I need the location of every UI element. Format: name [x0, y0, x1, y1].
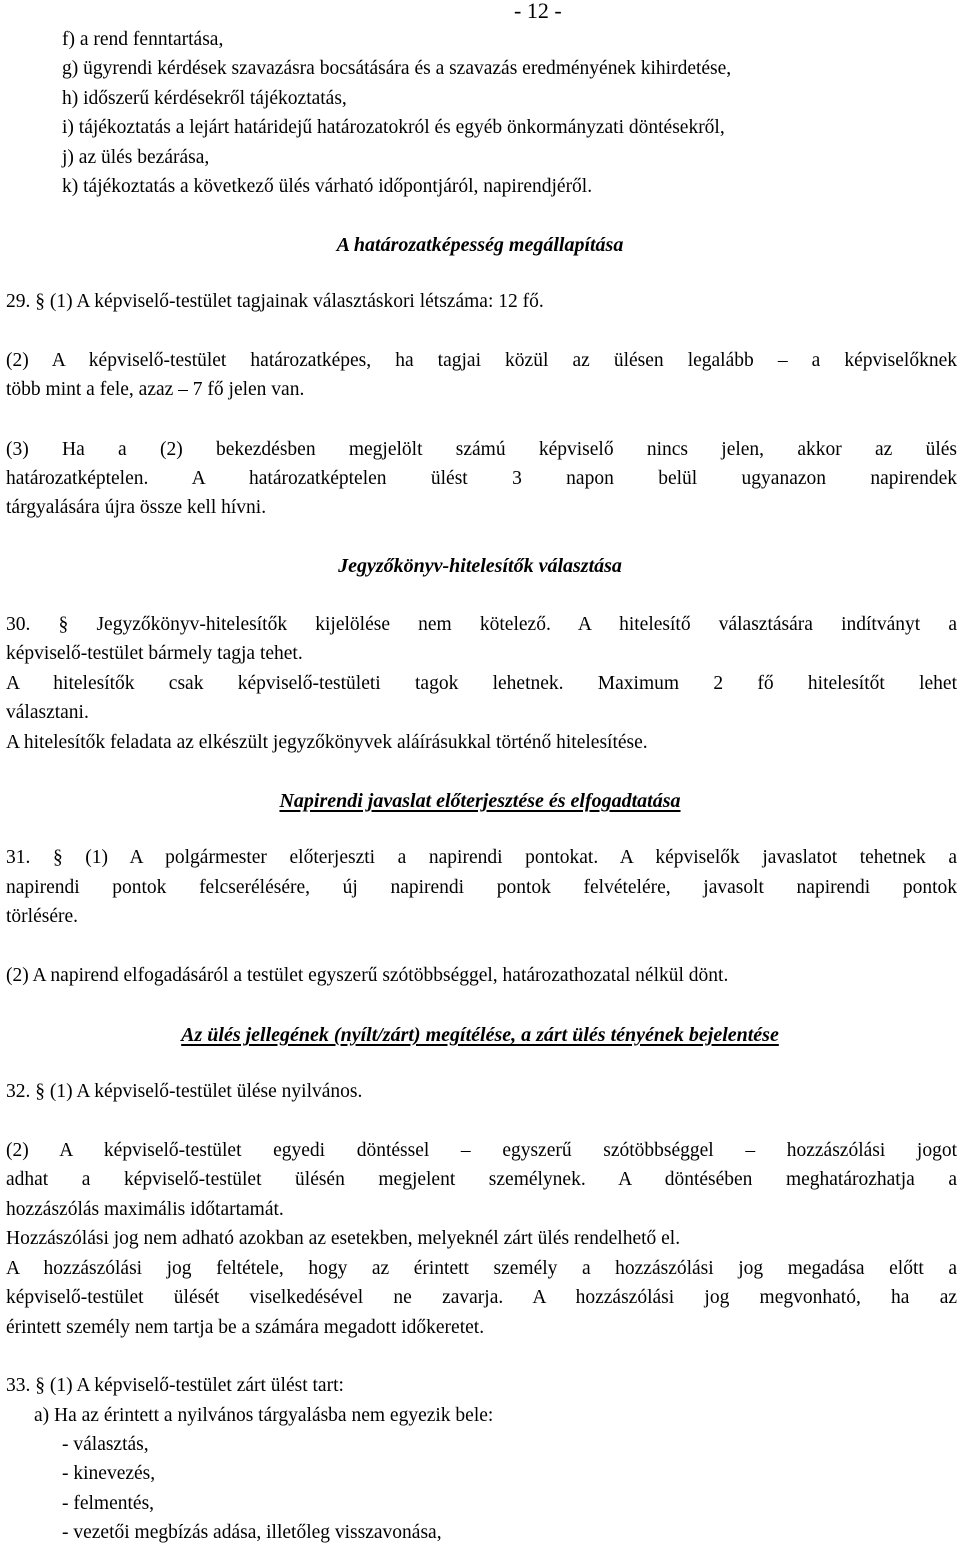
paragraph-32-1: 32. § (1) A képviselő-testület ülése nyilvános.	[6, 1081, 363, 1102]
paragraph-32-2-line: Hozzászólási jog nem adható azokban az esetekben, melyeknél zárt ülés rendelhető el.	[6, 1228, 681, 1249]
paragraph-29-3-line: (3) Ha a (2) bekezdésben megjelölt számú képviselő nincs jelen, akkor az ülés	[6, 439, 957, 460]
paragraph-30-line: képviselő-testület bármely tagja tehet.	[6, 643, 303, 664]
paragraph-32-2-line: hozzászólás maximális időtartamát.	[6, 1199, 284, 1220]
paragraph-32-2-line: képviselő-testület ülését viselkedésével ne zavarja. A hozzászólási jog megvonható, ha az	[6, 1287, 957, 1308]
section-heading-hatarozatkepesseg: A határozatképesség megállapítása	[336, 234, 624, 256]
paragraph-31-1-line: napirendi pontok felcserélésére, új napirendi pontok felvételére, javasolt napirendi pontok	[6, 877, 957, 898]
agenda-item: i) tájékoztatás a lejárt határidejű határozatokról és egyéb önkormányzati döntésekről,	[62, 117, 725, 138]
agenda-item: h) időszerű kérdésekről tájékoztatás,	[62, 88, 347, 109]
paragraph-32-2-line: (2) A képviselő-testület egyedi döntéssel – egyszerű szótöbbséggel – hozzászólási jogot	[6, 1140, 957, 1161]
paragraph-32-2-line: adhat a képviselő-testület ülésén megjelent személynek. A döntésében meghatározhatja a	[6, 1169, 957, 1190]
section-heading-ules-jellege: Az ülés jellegének (nyílt/zárt) megítélése, a zárt ülés tényének bejelentése	[181, 1024, 779, 1046]
agenda-item: j) az ülés bezárása,	[62, 147, 210, 168]
section-heading-napirendi: Napirendi javaslat előterjesztése és elfogadtatása	[279, 790, 681, 812]
paragraph-30-line: választani.	[6, 702, 89, 723]
page-number: - 12 -	[514, 0, 562, 23]
paragraph-32-2-line: érintett személy nem tartja be a számára megadott időkeretet.	[6, 1317, 485, 1338]
list-item: - választás,	[62, 1434, 149, 1455]
paragraph-31-1-line: 31. § (1) A polgármester előterjeszti a napirendi pontokat. A képviselők javaslatot tehetnek a	[6, 847, 957, 868]
paragraph-31-2: (2) A napirend elfogadásáról a testület egyszerű szótöbbséggel, határozathozatal nélkül dönt.	[6, 965, 729, 986]
paragraph-30-line: A hitelesítők feladata az elkészült jegyzőkönyvek aláírásukkal történő hitelesítése.	[6, 732, 648, 753]
paragraph-31-1-line: törlésére.	[6, 906, 79, 927]
list-item: - felmentés,	[62, 1493, 155, 1514]
agenda-item: f) a rend fenntartása,	[62, 29, 224, 50]
paragraph-29-3-line: határozatképtelen. A határozatképtelen ülést 3 napon belül ugyanazon napirendek	[6, 468, 957, 489]
paragraph-30-line: 30. § Jegyzőkönyv-hitelesítők kijelölése nem kötelező. A hitelesítő választására indítványt a	[6, 614, 957, 635]
agenda-item: g) ügyrendi kérdések szavazásra bocsátására és a szavazás eredményének kihirdetése,	[62, 58, 732, 79]
paragraph-33-a: a) Ha az érintett a nyilvános tárgyalásba nem egyezik bele:	[34, 1405, 494, 1426]
paragraph-32-2-line: A hozzászólási jog feltétele, hogy az érintett személy a hozzászólási jog megadása előtt a	[6, 1258, 957, 1279]
section-heading-jegyzokonyv: Jegyzőkönyv-hitelesítők választása	[338, 555, 622, 577]
paragraph-30-line: A hitelesítők csak képviselő-testületi tagok lehetnek. Maximum 2 fő hitelesítőt lehet	[6, 673, 957, 694]
list-item: - vezetői megbízás adása, illetőleg visszavonása,	[62, 1522, 442, 1543]
list-item: - kinevezés,	[62, 1463, 156, 1484]
paragraph-29-2-line: (2) A képviselő-testület határozatképes, ha tagjai közül az ülésen legalább – a képviselőknek	[6, 350, 957, 371]
paragraph-29-2-line: több mint a fele, azaz – 7 fő jelen van.	[6, 379, 305, 400]
paragraph-33-1: 33. § (1) A képviselő-testület zárt ülést tart:	[6, 1375, 344, 1396]
paragraph-29-3-line: tárgyalására újra össze kell hívni.	[6, 497, 267, 518]
paragraph-29-1: 29. § (1) A képviselő-testület tagjainak választáskori létszáma: 12 fő.	[6, 291, 544, 312]
agenda-item: k) tájékoztatás a következő ülés várható időpontjáról, napirendjéről.	[62, 176, 593, 197]
